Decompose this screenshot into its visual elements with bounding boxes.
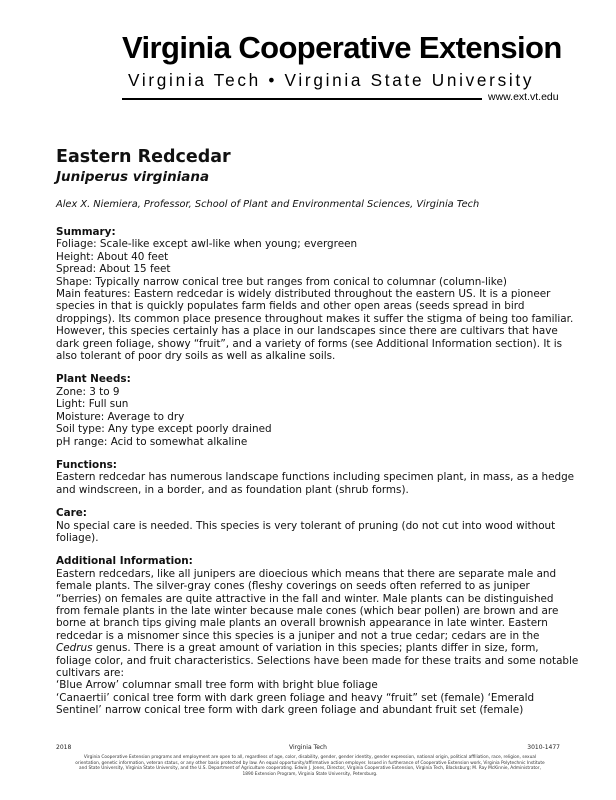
genus-name: Cedrus xyxy=(56,642,93,655)
summary-shape: Shape: Typically narrow conical tree but ranges from conical to columnar (column-like) xyxy=(56,275,507,288)
summary-foliage: Foliage: Scale-like except awl-like when young; evergreen xyxy=(56,238,358,251)
text-line: species in that is quickly populates farm fields and other open areas (seeds spread in bird xyxy=(56,300,525,313)
text-line: redcedar is a misnomer since this species is a juniper and not a true cedar; cedars are in the xyxy=(56,629,540,642)
care-section xyxy=(56,507,566,544)
genus-rest: genus. There is a great amount of variation in this species; plants differ in size, form, xyxy=(92,642,539,655)
text-line: and windscreen, in a border, and as foundation plant (shrub forms). xyxy=(56,483,409,496)
plant-needs-section xyxy=(56,373,566,447)
text-line xyxy=(56,642,566,654)
care-heading: Care: xyxy=(56,507,87,520)
text-line: However, this species certainly has a place in our landscapes since there are cultivars that have xyxy=(56,325,558,338)
summary-main-features xyxy=(56,288,574,363)
functions-text xyxy=(56,471,575,496)
text-line: Main features: Eastern redcedar is widely distributed throughout the eastern US. It is a pioneer xyxy=(56,288,551,301)
summary-height: Height: About 40 feet xyxy=(56,250,169,263)
text-line: “berries) on females are quite attractive in the fall and winter. Male plants can be distinguished xyxy=(56,592,554,605)
cultivar-line: Sentinel’ narrow conical tree form with dark green foliage and abundant fruit set (female) xyxy=(56,704,524,717)
summary-spread: Spread: About 15 feet xyxy=(56,263,171,276)
text-line: female plants. The silver-gray cones (fleshy coverings on seeds often referred to as juniper xyxy=(56,580,530,593)
org-url: www.ext.vt.edu xyxy=(488,91,559,103)
text-line: droppings). Its common place presence throughout makes it suffer the stigma of being too familiar. xyxy=(56,312,574,325)
plant-needs-heading: Plant Needs: xyxy=(56,373,131,386)
text-line: also tolerant of poor dry soils as well as alkaline soils. xyxy=(56,350,336,363)
text-line: Eastern redcedars, like all junipers are dioecious which means that there are separate male and xyxy=(56,567,557,580)
header-rule xyxy=(122,98,482,100)
text-line: foliage). xyxy=(56,531,99,544)
summary-heading: Summary: xyxy=(56,226,116,238)
footer-year: 2018 xyxy=(56,744,72,751)
footer xyxy=(56,744,560,754)
footer-fine-print xyxy=(60,755,560,777)
document-body xyxy=(56,146,579,717)
additional-info-text xyxy=(56,567,579,717)
fine-print-line: 1890 Extension Program, Virginia State University, Petersburg. xyxy=(242,771,378,777)
doc-title: Eastern Redcedar xyxy=(56,147,231,167)
author-line: Alex X. Niemiera, Professor, School of Plant and Environmental Sciences, Virginia Tech xyxy=(56,199,480,210)
text-line: from female plants in the late winter because male cones (which bear pollen) are brown and are xyxy=(56,604,559,617)
text-line: cultivars are: xyxy=(56,667,124,679)
care-text xyxy=(56,520,566,545)
text-line: foliage color, and fruit characteristics. Selections have been made for these traits and some notable xyxy=(56,654,579,667)
additional-info-section xyxy=(56,555,579,717)
org-subtitle: Virginia Tech • Virginia State University xyxy=(128,70,535,90)
text-line: No special care is needed. This species is very tolerant of pruning (do not cut into wood without xyxy=(56,519,556,532)
text-line: Eastern redcedar has numerous landscape functions including specimen plant, in mass, as a hedge xyxy=(56,471,575,484)
text-line: borne at branch tips giving male plants an overall brownish appearance in late winter. Eastern xyxy=(56,617,548,630)
footer-center: Virginia Tech xyxy=(289,744,327,751)
fine-print-line: Virginia Cooperative Extension programs and employment are open to all, regardless of age, color, disability, gender, gender identity, gender expression, national origin, political affiliation, race, religion, sexual xyxy=(83,755,537,760)
functions-heading: Functions: xyxy=(56,458,117,471)
cultivar-line: ‘Canaertii’ conical tree form with dark green foliage and heavy “fruit” set (female) ‘Emerald xyxy=(56,691,535,704)
additional-info-heading: Additional Information: xyxy=(56,555,193,568)
summary-section xyxy=(56,226,574,363)
fine-print-line: and State University, Virginia State University, and the U.S. Department of Agriculture cooperating. Edwin J. Jones, Director, Virginia Cooperative Extension, Virginia Tech, Blacksburg; M. Ray McKinnie, Administrator, xyxy=(79,766,541,772)
plant-needs-light: Light: Full sun xyxy=(56,398,129,411)
plant-needs-moisture: Moisture: Average to dry xyxy=(56,410,185,423)
text-line: dark green foliage, showy “fruit”, and a variety of forms (see Additional Information section). It is xyxy=(56,337,563,350)
plant-needs-zone: Zone: 3 to 9 xyxy=(56,385,120,398)
plant-needs-soil: Soil type: Any type except poorly drained xyxy=(56,423,272,436)
footer-pub-number: 3010-1477 xyxy=(527,744,560,751)
fine-print-line: orientation, genetic information, veteran status, or any other basis protected by law. An equal opportunity/affirmative action employer. Issued in furtherance of Cooperative Extension work, Virginia Polytechnic Institute xyxy=(75,760,545,766)
scientific-name: Juniperus virginiana xyxy=(56,169,210,185)
cultivar-line: ‘Blue Arrow’ columnar small tree form with bright blue foliage xyxy=(56,679,378,692)
plant-needs-ph: pH range: Acid to somewhat alkaline xyxy=(56,435,248,448)
functions-section xyxy=(56,458,575,496)
org-title: Virginia Cooperative Extension xyxy=(122,30,562,65)
